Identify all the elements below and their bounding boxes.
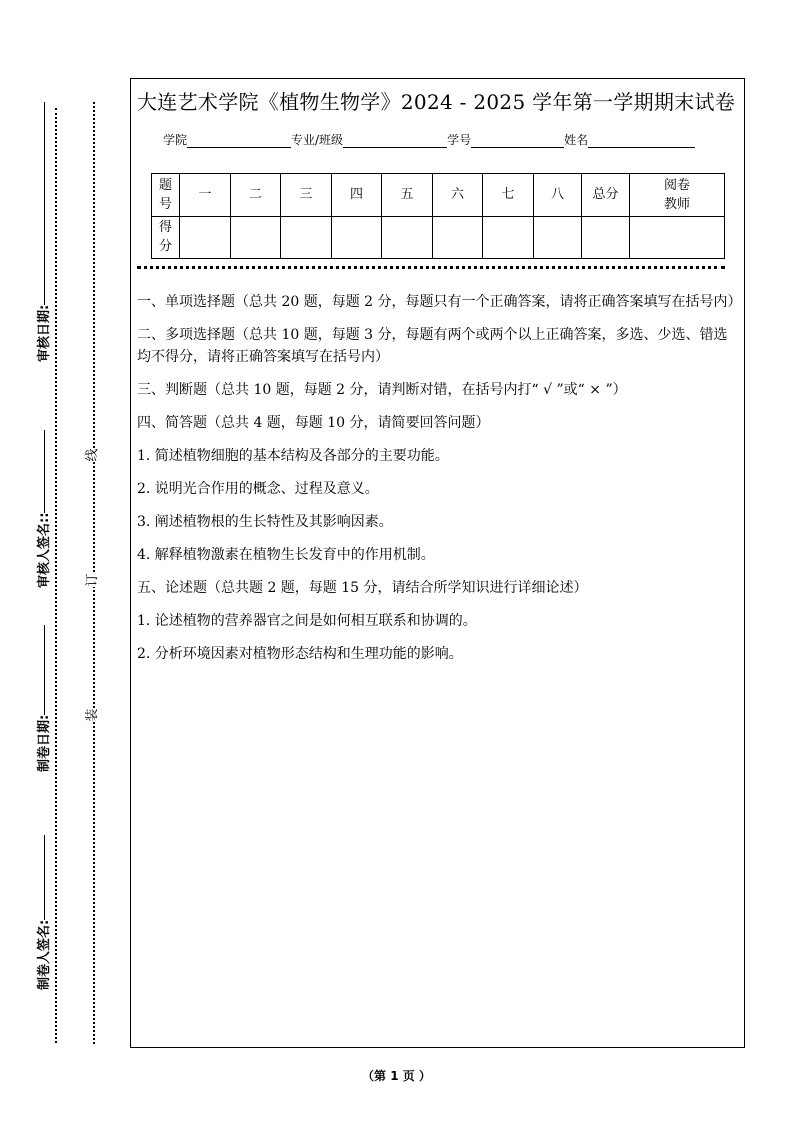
- reviewer-sign-line[interactable]: [44, 430, 45, 513]
- make-date-label: 制卷日期:: [33, 625, 52, 772]
- reviewer-sign-label: 审核人签名::: [33, 430, 52, 588]
- student-no-field[interactable]: [471, 134, 564, 148]
- essay-question: 2. 分析环境因素对植物形态结构和生理功能的影响。: [137, 646, 463, 662]
- score-cell[interactable]: [382, 216, 433, 259]
- score-cell[interactable]: [433, 216, 483, 259]
- reviewer-cell[interactable]: [630, 216, 725, 259]
- score-cell[interactable]: [180, 216, 231, 259]
- college-field[interactable]: [187, 134, 291, 148]
- score-cell[interactable]: [281, 216, 332, 259]
- section-short-answer: 四、简答题（总共 4 题，每题 10 分，请简要回答问题）: [137, 415, 490, 431]
- score-cell[interactable]: [483, 216, 534, 259]
- col-header: 七: [483, 174, 534, 217]
- score-table: [151, 173, 725, 259]
- score-cell[interactable]: [332, 216, 382, 259]
- col-header: 一: [180, 174, 231, 217]
- make-date-line[interactable]: [44, 625, 45, 715]
- reviewer-header: 阅卷 教师: [630, 174, 725, 217]
- college-label: 学院: [163, 133, 188, 147]
- col-header: 五: [382, 174, 433, 217]
- question-number-row: [152, 174, 725, 217]
- score-cell[interactable]: [582, 216, 630, 259]
- binding-fold-char: 装: [85, 708, 100, 722]
- short-answer-question: 1. 简述植物细胞的基本结构及各部分的主要功能。: [137, 448, 449, 464]
- major-class-label: 专业/班级: [291, 133, 344, 147]
- col-header: 六: [433, 174, 483, 217]
- question-number-header: 题 号: [152, 174, 180, 217]
- score-cell[interactable]: [534, 216, 582, 259]
- section-true-false: 三、判断题（总共 10 题，每题 2 分，请判断对错，在括号内打“ √ ”或“ × ”）: [137, 382, 627, 398]
- essay-question: 1. 论述植物的营养器官之间是如何相互联系和协调的。: [137, 613, 477, 629]
- short-answer-question: 4. 解释植物激素在植物生长发育中的作用机制。: [137, 547, 435, 563]
- short-answer-question: 3. 阐述植物根的生长特性及其影响因素。: [137, 514, 393, 530]
- maker-sign-label: 制卷人签名:: [33, 835, 52, 990]
- col-header: 三: [281, 174, 332, 217]
- review-date-label: 审核日期:: [33, 102, 52, 362]
- col-header: 八: [534, 174, 582, 217]
- score-row: [152, 216, 725, 259]
- binding-order-char: 订: [85, 573, 100, 587]
- section-essay: 五、论述题（总共题 2 题，每题 15 分，请结合所学知识进行详细论述）: [137, 580, 588, 596]
- dotted-separator: [137, 266, 725, 269]
- binding-line-char: 线: [85, 448, 100, 462]
- section-multiple-choice: 二、多项选择题（总共 10 题，每题 3 分，每题有两个或两个以上正确答案，多选、少选、错选均不得分，请将正确答案填写在括号内）: [137, 327, 728, 365]
- major-class-field[interactable]: [343, 134, 447, 148]
- score-cell[interactable]: [231, 216, 281, 259]
- short-answer-question: 2. 说明光合作用的概念、过程及意义。: [137, 481, 379, 497]
- col-header: 二: [231, 174, 281, 217]
- review-date-line[interactable]: [44, 102, 45, 305]
- name-field[interactable]: [588, 134, 695, 148]
- maker-sign-line[interactable]: [44, 835, 45, 920]
- left-cut-line: [55, 108, 57, 1043]
- page-number: （第 1 页 ）: [362, 1069, 431, 1083]
- student-no-label: 学号: [447, 133, 472, 147]
- student-info-line: [163, 131, 695, 148]
- exam-title: 大连艺术学院《植物生物学》2024 - 2025 学年第一学期期末试卷: [137, 90, 736, 114]
- exam-content: [137, 291, 742, 676]
- score-row-header: 得 分: [152, 216, 180, 259]
- name-label: 姓名: [564, 133, 589, 147]
- section-single-choice: 一、单项选择题（总共 20 题，每题 2 分，每题只有一个正确答案，请将正确答案填写在括号内）: [137, 294, 742, 310]
- col-header: 总分: [582, 174, 630, 217]
- col-header: 四: [332, 174, 382, 217]
